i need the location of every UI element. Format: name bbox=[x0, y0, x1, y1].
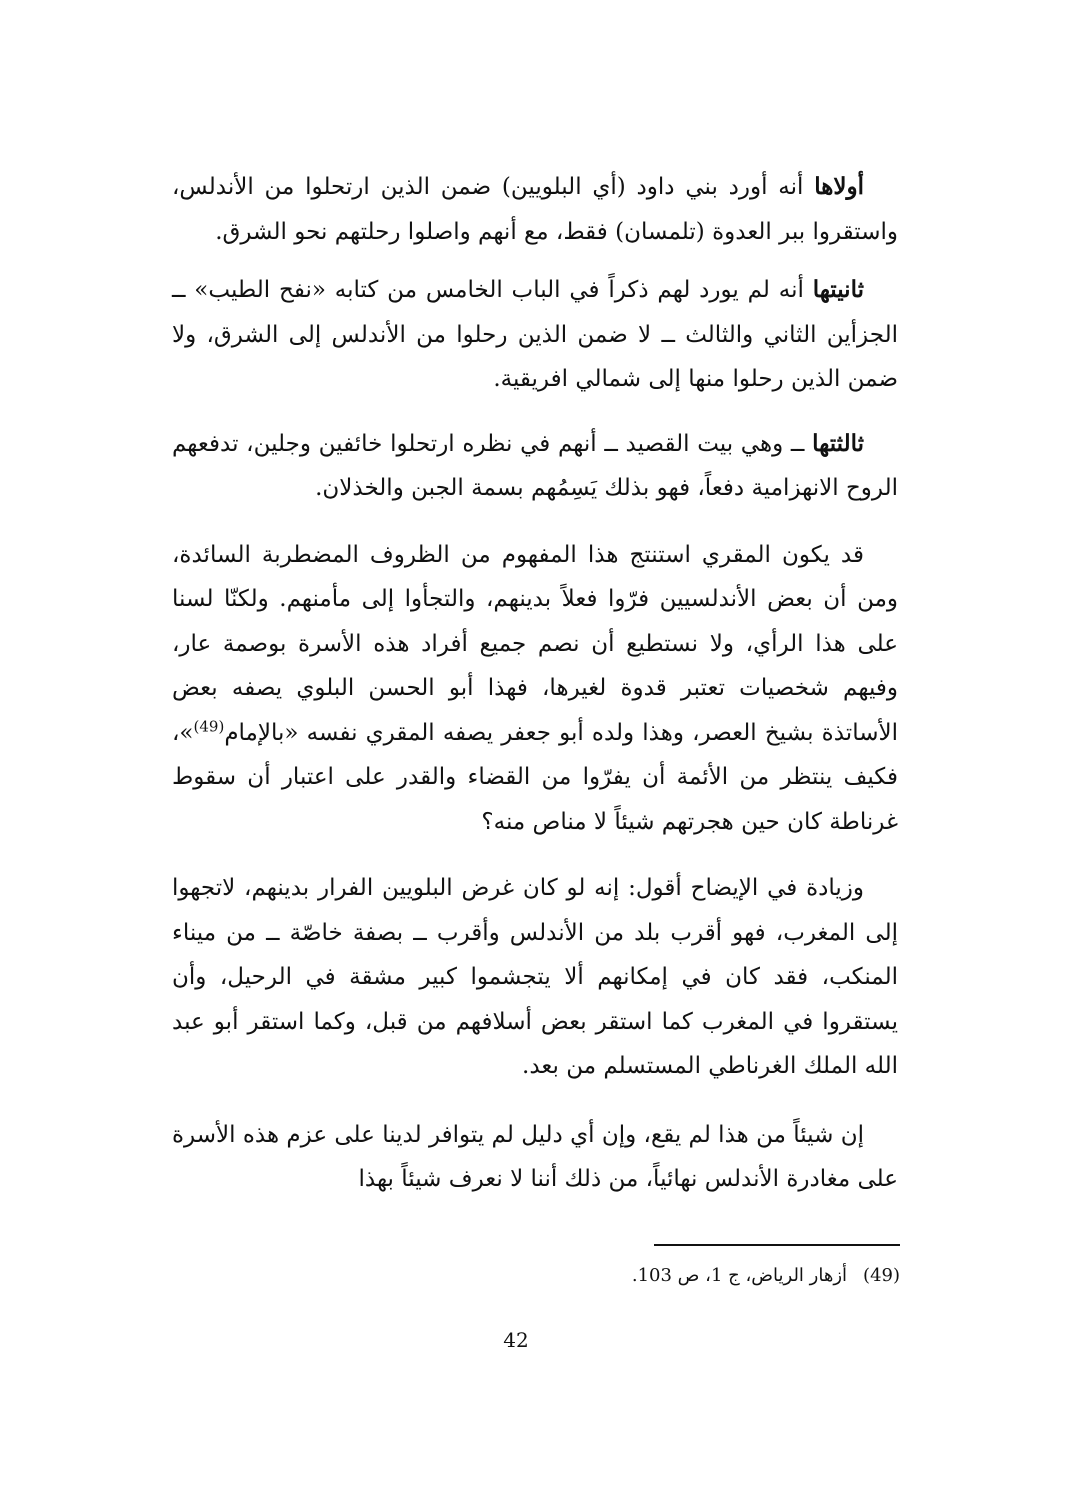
paragraph-argument bbox=[172, 533, 898, 845]
paragraph-text: أنه لم يورد لهم ذكراً في الباب الخامس من كتابه «نفح الطيب» ــ الجزأين الثاني والثالث ــ لا ضمن الذين رحلوا من الأندلس إلى الشرق، ولا ضمن الذين رحلوا منها إلى شمالي افريقية. bbox=[172, 277, 898, 392]
paragraph-third-point bbox=[172, 422, 898, 511]
paragraph-lead-word: ثانيتها bbox=[812, 276, 864, 303]
footnote-divider bbox=[654, 1244, 900, 1246]
paragraph-text: قد يكون المقري استنتج هذا المفهوم من الظروف المضطربة السائدة، ومن أن بعض الأندلسيين فرّوا فعلاً بدينهم، والتجأوا إلى مأمنهم. ولكنّا لسنا على هذا الرأي، ولا نستطيع أن نصم جميع أفراد هذه الأسرة بوصمة عار، وفيهم شخصيات تعتبر قدوة لغيرها، فهذا أبو الحسن البلوي يصفه بعض الأساتذة بشيخ العصر، وهذا ولده أبو جعفر يصفه المقري نفسه «بالإمام bbox=[172, 541, 898, 746]
paragraph-clarification bbox=[172, 866, 898, 1089]
paragraph-text: إن شيئاً من هذا لم يقع، وإن أي دليل لم يتوافر لدينا على عزم هذه الأسرة على مغادرة الأندلس نهائياً، من ذلك أننا لا نعرف شيئاً بهذا bbox=[172, 1121, 898, 1192]
footnote-text: أزهار الرياض، ج 1، ص 103. bbox=[631, 1265, 848, 1286]
body-text bbox=[172, 165, 898, 1216]
footnote-reference[interactable]: (49) bbox=[193, 716, 225, 735]
footnote bbox=[400, 1263, 900, 1289]
paragraph-text: أنه أورد بني داود (أي البلويين) ضمن الذين ارتحلوا من الأندلس، واستقروا ببر العدوة (تلمسان) فقط، مع أنهم واصلوا رحلتهم نحو الشرق. bbox=[172, 174, 898, 245]
paragraph-first-point bbox=[172, 165, 898, 254]
footnote-number: (49) bbox=[863, 1265, 900, 1286]
paragraph-text: وزيادة في الإيضاح أقول: إنه لو كان غرض البلويين الفرار بدينهم، لاتجهوا إلى المغرب، فهو أقرب بلد من الأندلس وأقرب ــ بصفة خاصّة ــ من ميناء المنكب، فقد كان في إمكانهم ألا يتجشموا كبير مشقة في الرحيل، وأن يستقروا في المغرب كما استقر بعض أسلافهم من قبل، وكما استقر أبو عبد الله الملك الغرناطي المستسلم من بعد. bbox=[172, 875, 898, 1079]
paragraph-conclusion bbox=[172, 1113, 898, 1202]
page-number: 42 bbox=[503, 1328, 529, 1352]
paragraph-second-point bbox=[172, 268, 898, 402]
paragraph-lead-word: ثالثتها bbox=[812, 429, 864, 457]
paragraph-lead-word: أولاها bbox=[814, 173, 864, 200]
paragraph-text: »، فكيف ينتظر من الأئمة أن يفرّوا من القضاء والقدر على اعتبار أن سقوط غرناطة كان حين هجرتهم شيئاً لا مناص منه؟ bbox=[172, 719, 898, 835]
paragraph-text: ــ وهي بيت القصيد ــ أنهم في نظره ارتحلوا خائفين وجلين، تدفعهم الروح الانهزامية دفعاً، فهو بذلك يَسِمُهم بسمة الجبن والخذلان. bbox=[172, 430, 898, 501]
